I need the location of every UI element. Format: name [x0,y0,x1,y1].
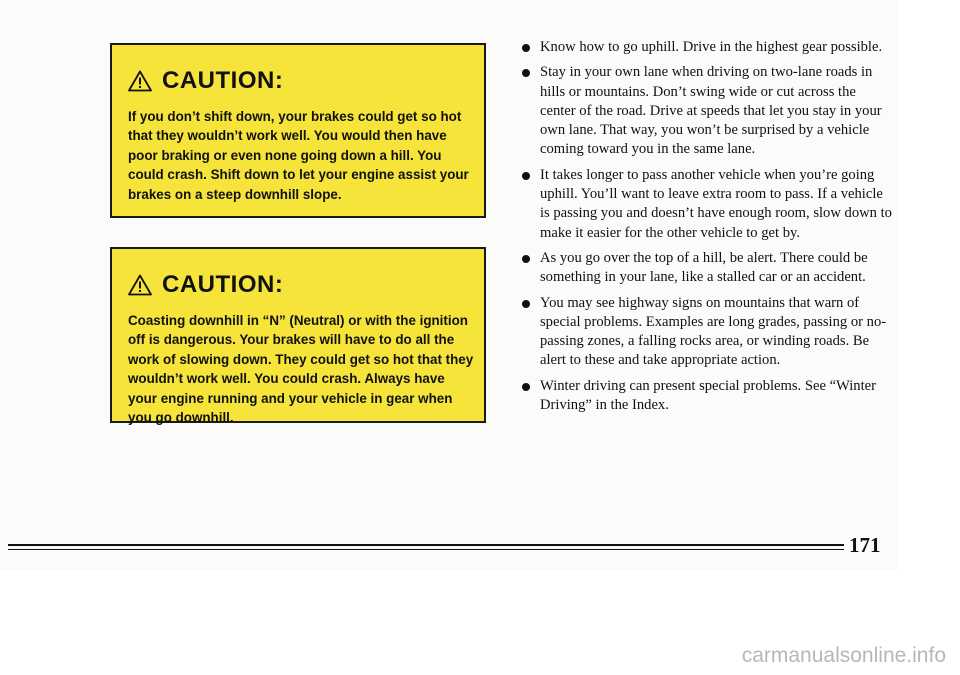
bullet-dot-icon [522,255,530,263]
bullet-dot-icon [522,44,530,52]
driving-tips-list [516,38,892,421]
warning-triangle-icon [128,274,152,296]
caution-box-coasting [110,247,486,426]
caution-title: CAUTION: [162,67,284,94]
bullet-dot-icon [522,383,530,391]
list-item-text: As you go over the top of a hill, be alert. There could be something in your lane, like a stalled car or an accident. [540,249,868,286]
list-item-text: Winter driving can present special problems. See “Winter Driving” in the Index. [540,377,876,414]
list-item-text: Stay in your own lane when driving on two-lane roads in hills or mountains. Don’t swing wide or cut across the center of the road. Drive at speeds that let you stay in your own lane. That way, you won’t be surprised by a vehicle coming toward you in the same lane. [540,64,882,158]
watermark: carmanualsonline.info [741,644,946,667]
list-item [516,166,892,243]
list-item-text: You may see highway signs on mountains that warn of special problems. Examples are long grades, passing or no-passing zones, a falling rocks area, or winding roads. Be alert to these and take appropriate action. [540,294,887,369]
footer-rule-thin [8,549,844,550]
bullet-dot-icon [522,300,530,308]
caution-text: If you don’t shift down, your brakes could get so hot that they wouldn’t work well. You would then have poor braking or even none going down a hill. You could crash. Shift down to let your engine assist your brakes on a steep downhill slope. [128,109,469,202]
list-item-text: It takes longer to pass another vehicle when you’re going uphill. You’ll want to leave extra room to pass. If a vehicle is passing you and doesn’t have enough room, slow down to make it easier for the other vehicle to get by. [540,166,892,241]
caution-title: CAUTION: [162,271,284,298]
bullet-dot-icon [522,69,530,77]
list-item [516,63,892,159]
caution-text: Coasting downhill in “N” (Neutral) or with the ignition off is dangerous. Your brakes will have to do all the work of slowing down. They could get so hot that they wouldn’t work well. You could crash. Always have your engine running and your vehicle in gear when you go downhill. [128,313,474,426]
caution-box-shift-down [110,43,486,218]
footer-rule-thick [8,544,844,546]
list-item [516,294,892,371]
page-number: 171 [849,533,881,557]
list-item [516,38,892,57]
warning-triangle-icon [128,70,152,92]
list-item-text: Know how to go uphill. Drive in the highest gear possible. [540,39,883,55]
bullet-dot-icon [522,172,530,180]
list-item [516,249,892,288]
caution-header [128,271,476,299]
caution-header [128,67,476,95]
list-item [516,377,892,416]
